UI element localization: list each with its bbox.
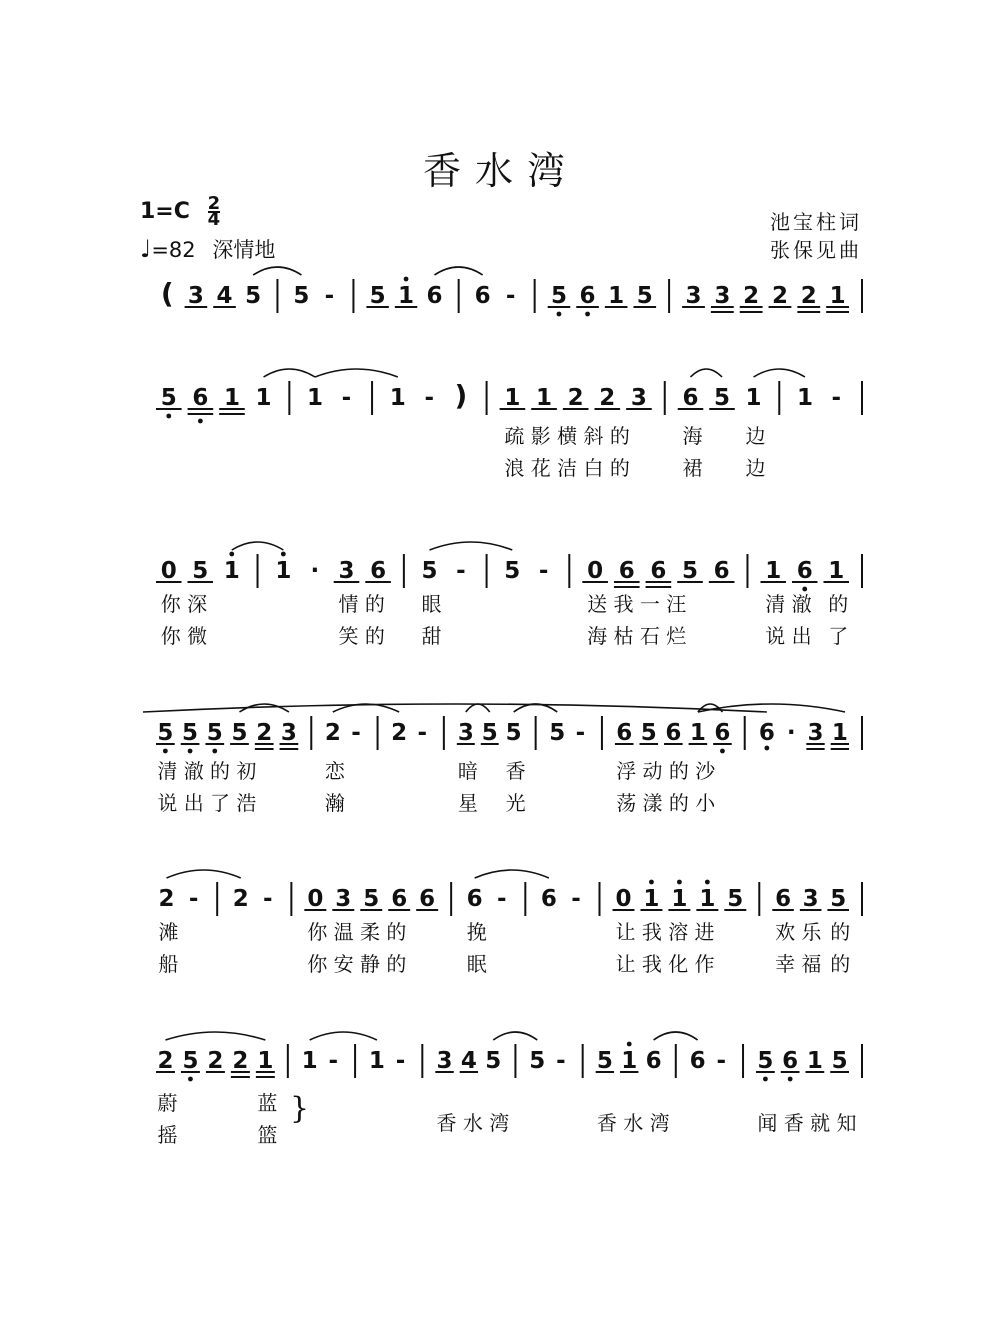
note-digit: 1 [796,385,813,411]
note-digit: 5 [192,558,209,584]
note-digit: 3 [685,283,702,309]
octave-up-dot [705,880,710,885]
note-digit: 6 [474,283,491,309]
note-digit: 5 [160,385,177,411]
note-digit: 1 [643,886,660,912]
note-digit: 2 [800,283,817,309]
note-digit: 1 [671,886,688,912]
note-digit: 6 [714,720,731,746]
paren-mark: ) [454,379,468,412]
lyric-text: 的 [830,920,851,944]
note-digit: 1 [689,720,706,746]
lyricist-credit: 池宝柱词 [770,210,862,234]
note-digit: 5 [485,1048,502,1074]
note-digit: 1 [831,720,848,746]
dash-mark: - [424,385,435,411]
dash-mark: - [497,886,507,912]
lyric-text: 说 出 [765,624,812,648]
note-digit: 3 [714,283,731,309]
dash-mark: - [716,1048,726,1074]
note-digit: 2 [567,385,584,411]
note-digit: 5 [369,283,386,309]
tempo-value: =82 [151,238,196,262]
note-digit: 5 [831,1048,848,1074]
dash-mark: - [505,283,516,309]
slur-arc [466,704,490,712]
composer-credit: 张保见曲 [770,238,862,262]
note-digit: 0 [160,558,177,584]
lyric-text: 香 水 湾 [436,1111,510,1135]
note-digit: 0 [307,886,324,912]
song-title: 香水湾 [422,149,579,193]
lyric-text: 清 澈 [765,592,812,616]
octave-down-dot [166,414,171,419]
key-label: 1=C [140,199,190,224]
note-digit: 5 [245,283,262,309]
note-digit: 1 [368,1048,385,1074]
note-digit: 6 [466,886,483,912]
slur-arc [315,369,398,377]
slur-arc [475,870,549,878]
lyric-text: 让 我 溶 进 [615,920,715,944]
note-digit: 1 [608,283,625,309]
note-digit: 1 [699,886,716,912]
note-digit: 1 [828,558,845,584]
lyric-text: 海 [682,424,703,448]
lyric-text: 浪 花 洁 白 的 [504,456,630,480]
quarter-note-icon: ♩ [140,235,152,263]
note-digit: 2 [599,385,616,411]
octave-down-dot [557,312,562,317]
lyric-text: 瀚 [324,791,345,815]
slur-arc [165,1032,265,1040]
time-signature-top: 2 [207,193,221,214]
lyric-text: 的 [830,952,851,976]
note-digit: 3 [807,720,824,746]
note-digit: 0 [615,886,632,912]
note-digit: 6 [370,558,387,584]
slur-arc [430,542,513,550]
note-digit: 5 [529,1048,546,1074]
dash-mark: - [328,1048,339,1074]
slur-arc [167,870,241,878]
lyric-text: 船 [158,952,179,976]
note-digit: 1 [829,283,846,309]
note-digit: 5 [550,283,567,309]
note-digit: 5 [757,1048,774,1074]
octave-down-dot [585,312,590,317]
note-digit: 2 [324,720,341,746]
lyric-text: 挽 [466,920,487,944]
slur-arc [264,369,315,377]
lyric-text: 暗 [457,759,478,783]
note-digit: 5 [481,720,498,746]
note-digit: 2 [232,886,249,912]
lyric-text: 恋 [324,759,345,783]
dash-mark: - [263,886,273,912]
octave-up-dot [677,880,682,885]
dash-mark: - [571,886,581,912]
note-digit: 5 [231,720,248,746]
lyric-text: 甜 [421,624,442,648]
note-digit: 3 [630,385,647,411]
note-digit: 2 [771,283,788,309]
note-digit: 1 [398,283,415,309]
note-digit: 1 [745,385,762,411]
octave-down-dot [163,749,168,754]
note-digit: 3 [187,283,204,309]
dash-mark: - [556,1048,566,1074]
note-digit: 2 [256,720,273,746]
lyric-text: 了 [828,624,849,648]
note-digit: 3 [280,720,297,746]
lyric-text: 篮 [257,1123,278,1147]
paren-mark: ( [160,277,174,310]
note-digit: 4 [460,1048,477,1074]
dash-mark: - [395,1048,406,1074]
note-digit: 6 [782,1048,799,1074]
note-digit: 3 [802,886,819,912]
octave-down-dot [720,749,725,754]
note-digit: 6 [540,886,557,912]
note-digit: 1 [307,385,324,411]
octave-down-dot [188,749,193,754]
note-digit: 6 [713,558,730,584]
dash-mark: - [351,720,361,746]
lyric-text: 笑 的 [338,624,385,648]
note-digit: 6 [426,283,443,309]
note-digit: 1 [301,1048,318,1074]
slur-arc [691,369,723,377]
note-digit: 1 [621,1048,638,1074]
note-digit: 6 [579,283,596,309]
slur-arc [232,542,284,550]
note-digit: 1 [223,558,240,584]
note-digit: 6 [689,1048,706,1074]
note-digit: 5 [421,558,438,584]
note-digit: 5 [640,720,657,746]
note-digit: 6 [192,385,209,411]
note-digit: 1 [257,1048,274,1074]
lyric-text: 情 的 [338,592,385,616]
lyric-text: 浮 动 的 沙 [616,759,716,783]
note-digit: 6 [775,886,792,912]
note-digit: 5 [636,283,653,309]
lyric-text: 眠 [466,952,487,976]
octave-down-dot [788,1077,793,1082]
lyric-text: 蔚 [157,1091,178,1115]
lyric-text: 你 深 [160,592,208,616]
time-signature-bottom: 4 [207,209,221,230]
dash-mark: - [324,283,335,309]
lyric-text: 边 [745,424,766,448]
note-digit: 6 [618,558,635,584]
lyric-text: 说 出 了 浩 [157,791,257,815]
note-digit: 1 [389,385,406,411]
note-digit: 5 [206,720,223,746]
slur-arc [143,704,767,712]
note-digit: 5 [504,558,521,584]
slur-arc [253,267,301,275]
lyric-text: 欢 乐 [775,920,822,944]
note-digit: 6 [650,558,667,584]
note-digit: 2 [743,283,760,309]
lyric-text: 光 [505,791,526,815]
note-digit: 5 [363,886,380,912]
slur-arc [654,1032,698,1040]
lyric-text: 边 [745,456,766,480]
lyric-text: 幸 福 [775,952,822,976]
note-digit: 1 [765,558,782,584]
note-digit: 5 [505,720,522,746]
note-digit: 3 [436,1048,453,1074]
lyric-text: 裙 [682,456,703,480]
note-digit: 2 [391,720,408,746]
note-digit: 5 [714,385,731,411]
note-digit: 6 [616,720,633,746]
note-digit: 4 [216,283,233,309]
note-digit: 5 [596,1048,613,1074]
dot-mark: · [310,558,320,584]
slur-arc [493,1032,537,1040]
lyric-text: 香 水 湾 [596,1111,670,1135]
lyric-text: 眼 [421,592,442,616]
dash-mark: - [538,558,549,584]
note-digit: 3 [338,558,355,584]
lyric-text: 摇 [157,1123,178,1147]
note-digit: 5 [157,720,174,746]
note-digit: 1 [806,1048,823,1074]
lyric-text: 海 枯 石 烂 [587,624,687,648]
dash-mark: - [341,385,352,411]
note-digit: 1 [536,385,553,411]
note-digit: 6 [645,1048,662,1074]
lyric-text: 你 温 柔 的 [307,920,407,944]
lyric-text: 让 我 化 作 [615,952,715,976]
note-digit: 5 [549,720,566,746]
lyric-text: 你 安 静 的 [307,952,407,976]
dash-mark: - [575,720,586,746]
note-digit: 5 [727,886,744,912]
dash-mark: - [456,558,466,584]
octave-up-dot [404,277,409,282]
lyric-text: 清 澈 的 初 [157,759,257,783]
lyric-text: 荡 漾 的 小 [616,791,716,815]
note-digit: 2 [207,1048,224,1074]
lyric-text: 香 [505,759,526,783]
note-digit: 6 [391,886,408,912]
octave-up-dot [649,880,654,885]
lyric-text: 送 我 一 汪 [587,592,687,616]
note-digit: 2 [157,1048,174,1074]
note-digit: 5 [682,558,699,584]
octave-down-dot [802,587,807,592]
octave-down-dot [212,749,217,754]
dash-mark: - [188,886,199,912]
note-digit: 1 [504,385,521,411]
brace-mark: } [290,1091,310,1126]
lyric-text: 星 [457,791,478,815]
lyric-text: 滩 [158,920,179,944]
octave-down-dot [763,1077,768,1082]
slur-arc [434,267,482,275]
lyric-text: 的 [828,592,849,616]
slur-arc [754,369,805,377]
octave-down-dot [764,746,769,751]
lyric-text: 疏 影 横 斜 的 [504,424,630,448]
note-digit: 6 [682,385,699,411]
octave-down-dot [198,419,203,424]
dash-mark: - [417,720,428,746]
note-digit: 6 [796,558,813,584]
octave-up-dot [627,1042,632,1047]
note-digit: 3 [457,720,474,746]
note-digit: 1 [223,385,240,411]
note-digit: 5 [830,886,847,912]
expression-marking: 深情地 [212,238,276,262]
note-digit: 2 [232,1048,249,1074]
dot-mark: · [786,720,796,746]
note-digit: 1 [255,385,272,411]
note-digit: 6 [665,720,682,746]
octave-up-dot [281,552,286,557]
note-digit: 1 [275,558,292,584]
note-digit: 6 [419,886,436,912]
slur-arc [310,1032,377,1040]
octave-up-dot [229,552,234,557]
lyric-text: 闻 香 就 知 [757,1111,857,1135]
note-digit: 3 [335,886,352,912]
note-digit: 2 [158,886,175,912]
note-digit: 0 [587,558,604,584]
note-digit: 6 [758,720,775,746]
note-digit: 5 [293,283,310,309]
slur-arc [698,704,845,712]
lyric-text: 蓝 [257,1091,278,1115]
note-digit: 5 [182,1048,199,1074]
lyric-text: 你 微 [160,624,208,648]
octave-down-dot [188,1077,193,1082]
note-digit: 5 [182,720,199,746]
dash-mark: - [831,385,842,411]
